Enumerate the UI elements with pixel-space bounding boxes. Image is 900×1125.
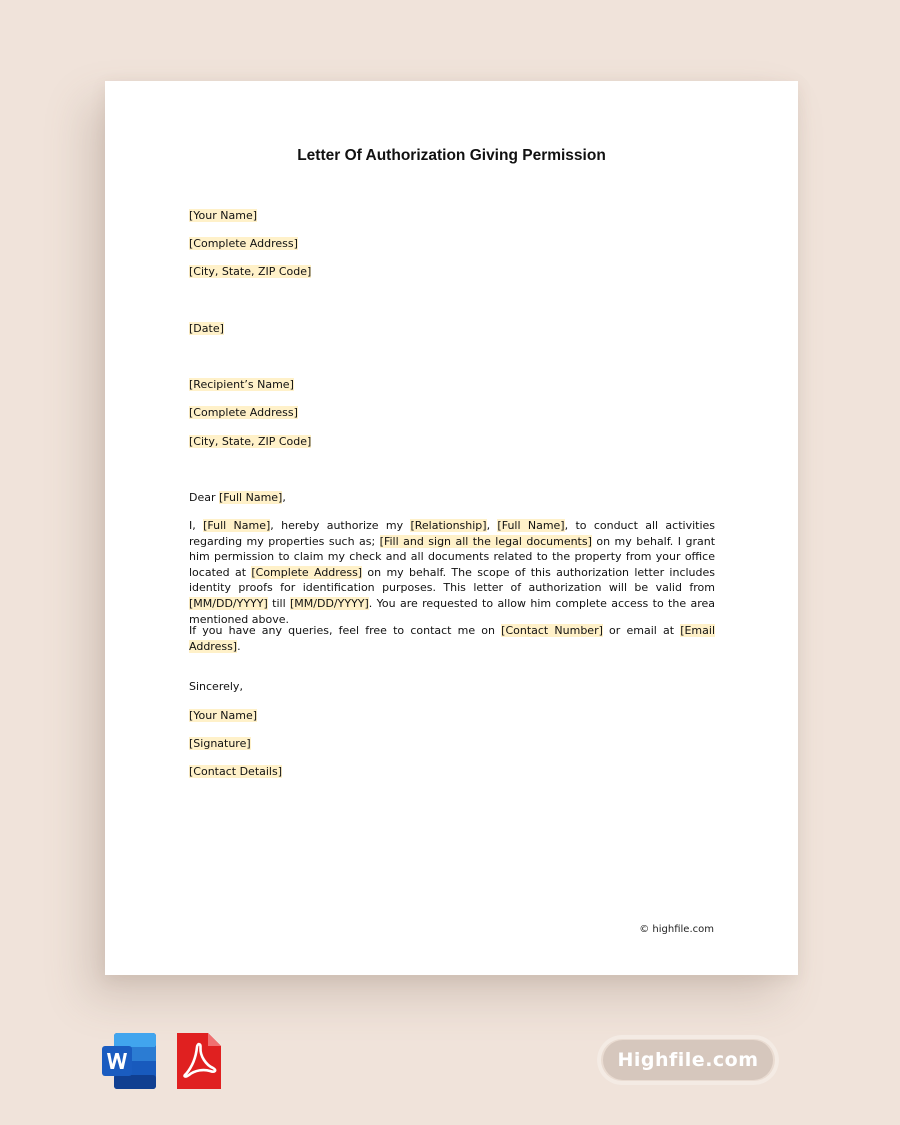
highfile-brand-badge[interactable] [597, 1035, 779, 1085]
date-field: [Date] [189, 322, 224, 335]
signoff-contact: [Contact Details] [189, 765, 283, 778]
salutation [189, 490, 715, 506]
sender-name: [Your Name] [189, 209, 258, 222]
field-relationship: [Relationship] [410, 519, 487, 532]
body-text: If you have any queries, feel free to contact me on [189, 624, 502, 637]
body-text: , [486, 519, 498, 532]
field-complete-address: [Complete Address] [251, 565, 363, 579]
body-paragraph-1 [189, 518, 715, 627]
body-text: I, [189, 519, 204, 532]
recipient-name: [Recipient’s Name] [189, 378, 294, 391]
letter-page [105, 81, 798, 975]
sender-address-line [189, 236, 715, 252]
recipient-city: [City, State, ZIP Code] [189, 435, 312, 448]
body-text: . [237, 639, 241, 653]
sender-address: [Complete Address] [189, 237, 298, 250]
signoff-name: [Your Name] [189, 709, 258, 722]
recipient-address-line [189, 405, 715, 421]
signoff-signature-line [189, 736, 715, 752]
field-contact-number: [Contact Number] [501, 624, 603, 637]
salutation-suffix: , [282, 491, 286, 504]
signoff-signature: [Signature] [189, 737, 251, 750]
field-start-date: [MM/DD/YYYY] [189, 596, 268, 610]
adobe-pdf-icon[interactable] [175, 1031, 223, 1091]
footer-credit: © highfile.com [639, 924, 714, 935]
recipient-city-line [189, 434, 715, 450]
field-legal-documents: [Fill and sign all the legal documents] [379, 534, 592, 548]
body-text: , hereby authorize my [270, 519, 411, 532]
microsoft-word-icon[interactable] [100, 1031, 158, 1091]
field-end-date: [MM/DD/YYYY] [290, 596, 369, 610]
body-paragraph-2 [189, 623, 715, 654]
document-title: Letter Of Authorization Giving Permission [297, 147, 606, 164]
body-text: on my behalf. The scope of this authorization letter includes identity proofs for identification purposes. This letter of authorization will be valid from [189, 565, 715, 595]
body-text: , to conduct all activities regarding my properties such as; [189, 519, 715, 548]
sender-name-line [189, 208, 715, 224]
sender-city-line [189, 264, 715, 280]
brand-label: Highfile.com [603, 1040, 773, 1080]
recipient-name-line [189, 377, 715, 393]
recipient-address: [Complete Address] [189, 406, 298, 419]
sender-city: [City, State, ZIP Code] [189, 265, 312, 278]
field-full-name: [Full Name] [203, 519, 271, 532]
salutation-prefix: Dear [189, 491, 219, 504]
signoff-name-line [189, 708, 715, 724]
field-full-name: [Full Name] [497, 519, 565, 532]
closing: Sincerely, [189, 680, 243, 693]
body-text: on my behalf. I grant him permission to claim my check and all documents related to the property from your office located at [189, 534, 716, 579]
body-text: . You are requested to allow him complete access to the area mentioned above. [189, 596, 715, 626]
signoff-contact-line [189, 764, 715, 780]
body-text: or email at [602, 624, 681, 637]
salutation-name: [Full Name] [219, 491, 283, 504]
date-line [189, 321, 715, 337]
body-text: till [267, 596, 290, 610]
field-email-address: [Email Address] [189, 624, 715, 653]
